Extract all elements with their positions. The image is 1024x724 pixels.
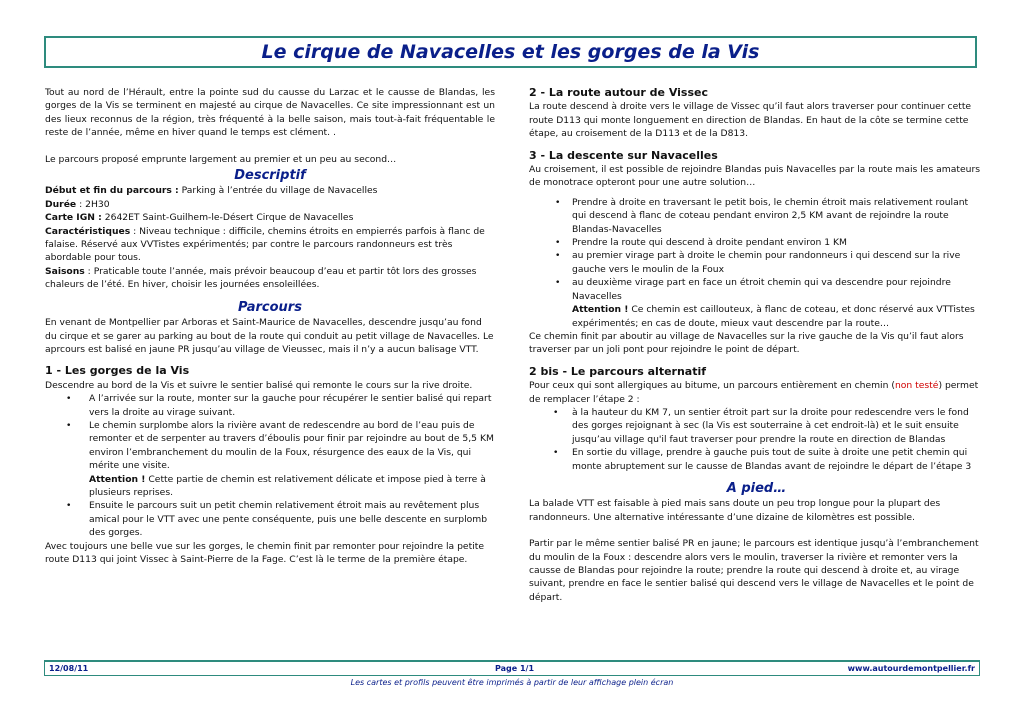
step3-paragraph: Au croisement, il est possible de rejoindre Blandas puis Navacelles par la route mais les amateurs de monotrace opteront pour une autre solution…	[529, 164, 981, 189]
step1-end-paragraph: Avec toujours une belle vue sur les gorges, le chemin finit par remonter pour rejoindre la petite route D113 qui joint Vissec à Saint-Pierre de la Fage. C’est là le terme de la première étape.	[45, 540, 484, 565]
footer-date: 12/08/11	[49, 664, 89, 673]
debut-line: Début et fin du parcours : Parking à l’entrée du village de Navacelles	[45, 185, 378, 197]
parcours-heading: Parcours	[238, 299, 302, 315]
step2bis-list	[529, 406, 984, 473]
list-item: • A l’arrivée sur la route, monter sur la gauche pour récupérer le sentier balisé qui repart vers la droite au virage suivant.	[45, 392, 495, 419]
step3-heading: 3 - La descente sur Navacelles	[529, 148, 718, 162]
step1-list	[45, 392, 495, 472]
carte-line: Carte IGN : 2642ET Saint-Guilhem-le-Désert Cirque de Navacelles	[45, 212, 354, 224]
parcours-paragraph: En venant de Montpellier par Arboras et Saint-Maurice de Navacelles, descendre jusqu’au fond du cirque et se garer au parking au bout de la route qui conduit au petit village de Navacelles. Le aprcours est balisé en jaune PR jusqu’au village de Vieussec, mais il n’y a aucun balisage VTT.	[45, 317, 494, 355]
page-title: Le cirque de Navacelles et les gorges de la Vis	[261, 41, 760, 63]
step1-paragraph: Descendre au bord de la Vis et suivre le sentier balisé qui remonte le cours sur la rive droite.	[45, 379, 473, 391]
footer-url: www.autourdemontpellier.fr	[847, 664, 975, 673]
step1-heading: 1 - Les gorges de la Vis	[45, 364, 190, 378]
title-box	[44, 36, 977, 68]
step3-attention: Attention ! Ce chemin est caillouteux, à flanc de coteau, et donc réservé aux VTTistes expérimentés; en cas de doute, mieux vaut descendre par la route…	[572, 304, 975, 329]
step3-end-paragraph: Ce chemin finit par aboutir au village de Navacelles sur la rive gauche de la Vis qu’il faut alors traverser par un joli pont pour rejoindre le point de départ.	[529, 330, 964, 356]
saisons-line: Saisons : Praticable toute l’année, mais prévoir beaucoup d’eau et partir tôt lors des grosses chaleurs de l’été. En hiver, choisir les journées ensoleillées.	[45, 265, 477, 291]
step2-heading: 2 - La route autour de Vissec	[529, 86, 708, 99]
step2bis-heading: 2 bis - Le parcours alternatif	[529, 364, 707, 378]
footer-page-number: Page 1/1	[495, 664, 535, 673]
list-item: • Ensuite le parcours suit un petit chemin relativement étroit mais au revêtement plus amical pour le VTT avec une pente conséquente, puis une belle descente en surplomb des gorges.	[45, 499, 495, 539]
intro-paragraph-2: Le parcours proposé emprunte largement au premier et un peu au second…	[45, 153, 397, 165]
step3-list	[529, 196, 984, 303]
list-item: • En sortie du village, prendre à gauche puis tout de suite à droite une petit chemin qui monte abruptement sur le causse de Blandas avant de rejoindre le départ de l’étape 3	[529, 446, 984, 473]
duree-line: Durée : 2H30	[45, 198, 110, 210]
list-item: • à la hauteur du KM 7, un sentier étroit part sur la droite pour redescendre vers le fond des gorges rejoignant à sec (la Vis est souterraine à cet endroit-là) et le suit ensuite jusqu’au village qu'il faut traverser pour prendre la route en direction de Blandas	[529, 406, 984, 446]
list-item: • Prendre à droite en traversant le petit bois, le chemin étroit mais relativement roulant qui descend à flanc de coteau pendant environ 2,5 KM avant de rejoindre la route Blandas-Navacelles	[529, 196, 984, 236]
apied-heading: A pied…	[726, 480, 787, 496]
intro-paragraph: Tout au nord de l’Hérault, entre la pointe sud du causse du Larzac et le causse de Blandas, les gorges de la Vis se terminent en majesté au cirque de Navacelles. Ce site impressionnant est un des lieux reconnus de la région, très fréquenté à la belle saison, mais tout-à-fait fréquentable le reste de l’année, même en hiver quand le temps est clément. .	[45, 87, 495, 139]
step2bis-paragraph: Pour ceux qui sont allergiques au bitume, un parcours entièrement en chemin (non testé) permet de remplacer l’étape 2 :	[529, 380, 979, 405]
apied-paragraph-2: Partir par le même sentier balisé PR en jaune; le parcours est identique jusqu’à l’embranchement du moulin de la Foux : descendre alors vers le moulin, traverser la rivière et remonter vers la causse de Blandas pour rejoindre la route; prendre la route qui descend à droite et, au virage suivant, prendre en face le sentier balisé qui descend vers le village de Navacelles et le point de départ.	[529, 538, 979, 603]
footer-bar	[44, 660, 980, 676]
footer-note: Les cartes et profils peuvent être imprimés à partir de leur affichage plein écran	[350, 678, 674, 687]
list-item: • au premier virage part à droite le chemin pour randonneurs i qui descend sur la rive gauche vers le moulin de la Foux	[529, 249, 984, 276]
list-item: • Le chemin surplombe alors la rivière avant de redescendre au bord de l’eau puis de remonter et de serpenter au travers d’éboulis pour finir par rejoindre au bout de 5,5 KM environ l’embranchement du moulin de la Foux, résurgence des eaux de la Vis, qui mérite une visite.	[45, 419, 495, 473]
list-item: • Prendre la route qui descend à droite pendant environ 1 KM	[529, 236, 984, 249]
step1-attention: Attention ! Cette partie de chemin est relativement délicate et impose pied à terre à plusieurs reprises.	[89, 473, 486, 498]
apied-paragraph-1: La balade VTT est faisable à pied mais sans doute un peu trop longue pour la plupart des randonneurs. Une alternative intéressante d’une dizaine de kilomètres est possible.	[529, 498, 941, 523]
step2-paragraph: La route descend à droite vers le village de Vissec qu’il faut alors traverser pour continuer cette route D113 qui monte longuement en direction de Blandas. En haut de la côte se termine cette étape, au croisement de la D113 et de la D813.	[529, 101, 972, 140]
left-column	[45, 86, 495, 566]
right-column	[529, 86, 984, 604]
caracteristiques-line: Caractéristiques : Niveau technique : difficile, chemins étroits en empierrés parfois à flanc de falaise. Réservé aux VVTistes expérimentés; par contre le parcours randonneurs est très abordable pour tous.	[45, 225, 485, 264]
descriptif-heading: Descriptif	[234, 168, 306, 184]
non-teste-highlight: non testé	[894, 380, 939, 392]
list-item: • au deuxième virage part en face un étroit chemin qui va descendre pour rejoindre Navacelles	[529, 276, 984, 303]
step1-list-cont	[45, 499, 495, 539]
